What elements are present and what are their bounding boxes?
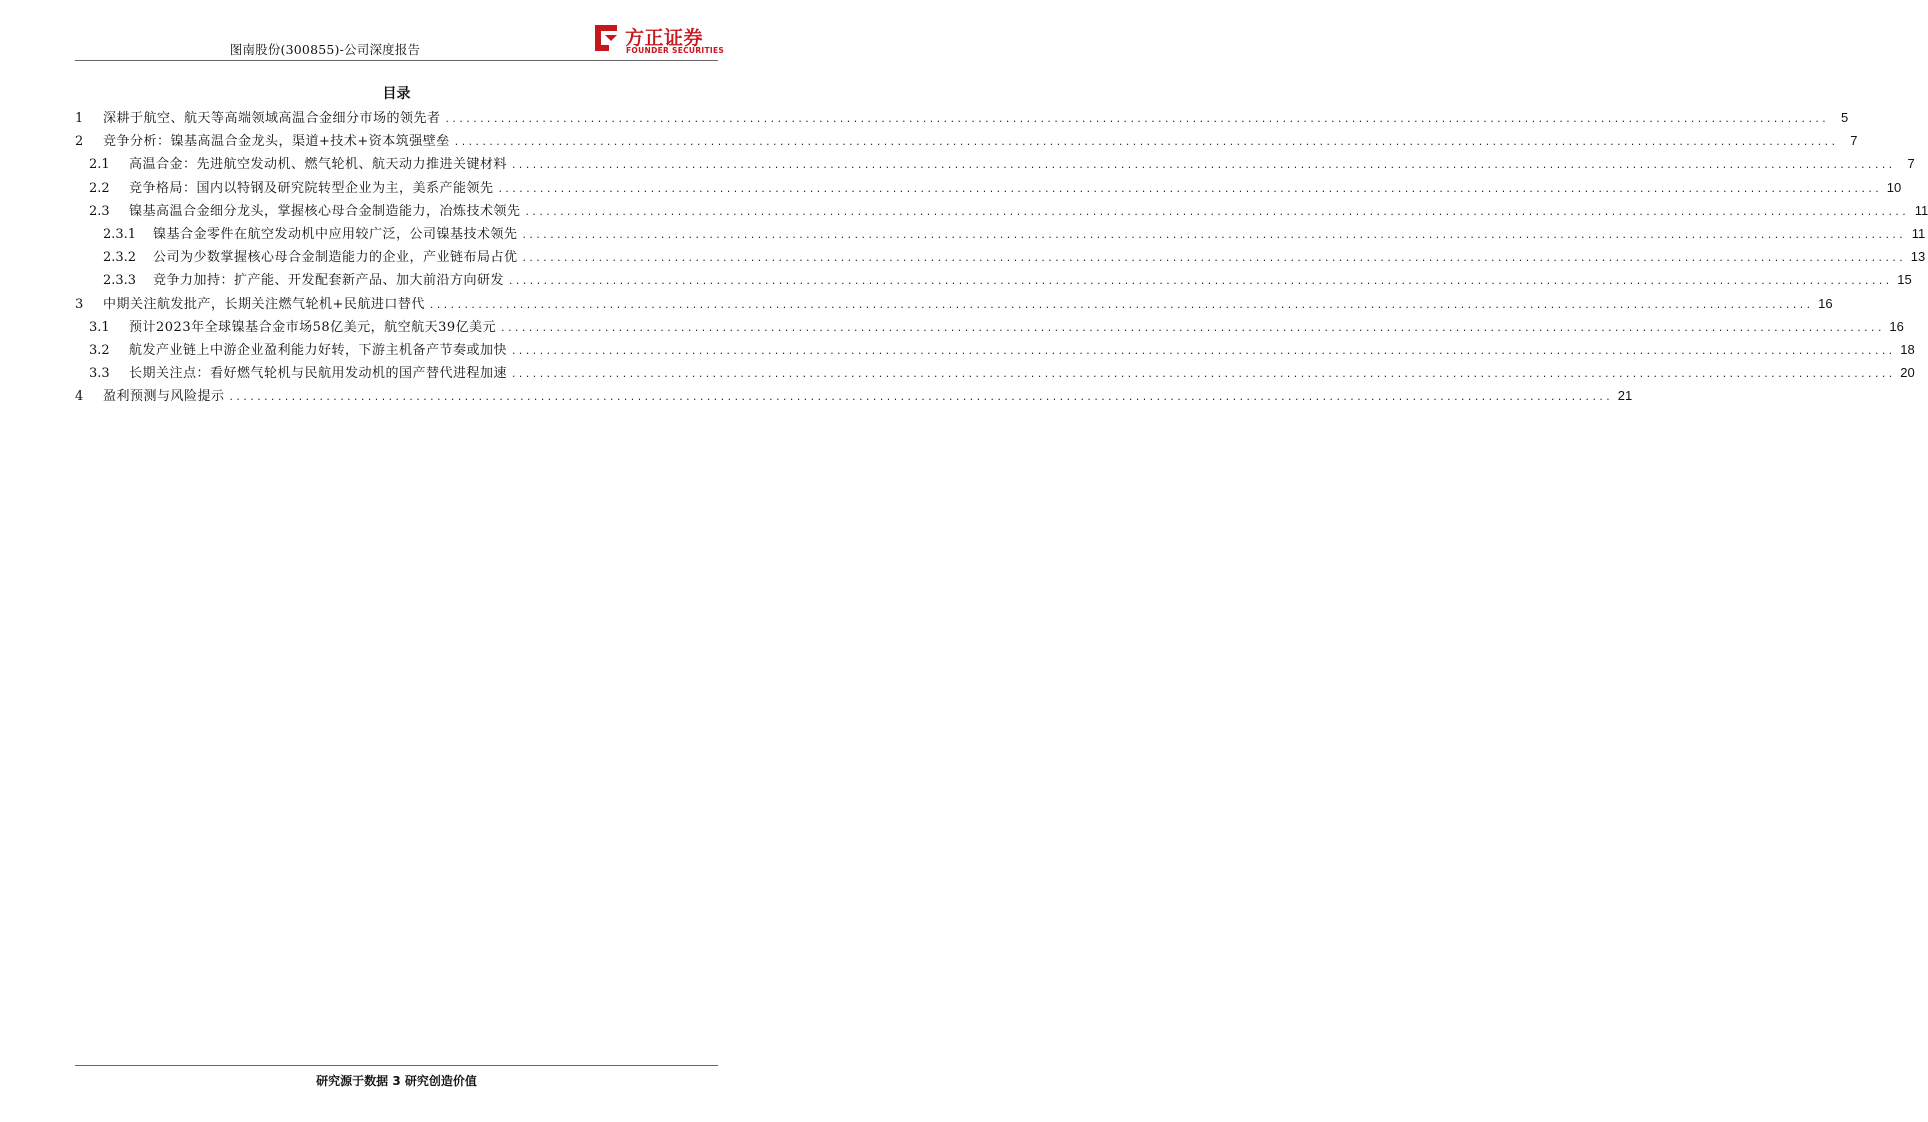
toc-entry-page[interactable]: 21 [1617,388,1633,404]
toc-entry-number: 1 [75,111,84,126]
toc-entry-page[interactable]: 16 [1889,318,1904,334]
toc-entry-title[interactable]: 高温合金：先进航空发动机、燃气轮机、航天动力推进关键材料 [129,157,508,173]
toc-entry-page[interactable]: 11 [1911,225,1926,241]
toc-entry-number: 4 [75,389,84,405]
toc-leader-dots: ........................................................................................................................................................................................................ [444,115,1829,125]
toc-leader-dots: ........................................................................................................................................................................................................ [524,207,1909,218]
toc-entry-page[interactable]: 5 [1840,110,1849,125]
toc-entry-number: 2.1 [89,157,110,173]
toc-entry-title[interactable]: 预计2023年全球镍基合金市场58亿美元，航空航天39亿美元 [129,319,497,335]
toc-entry-page[interactable]: 20 [1900,365,1915,381]
toc-entry-number: 3.2 [89,342,110,358]
toc-leader-dots: ........................................................................................................................................................................................................ [521,230,1906,241]
toc-entry-2-3[interactable] [75,199,1928,222]
toc-entry-page[interactable]: 7 [1907,156,1915,172]
toc-entry-2-3-2[interactable] [75,245,1926,268]
logo-chinese-name: 方正证券 [625,27,704,49]
footer-divider [75,1065,718,1066]
page-header [75,0,725,64]
toc-entry-number: 2 [75,134,84,150]
toc-entry-page[interactable]: 18 [1900,341,1915,357]
founder-securities-logo [591,22,731,56]
toc-entry-title[interactable]: 中期关注航发批产，长期关注燃气轮机+民航进口替代 [103,296,425,312]
toc-entry-page[interactable]: 11 [1914,202,1928,218]
toc-entry-title[interactable]: 航发产业链上中游企业盈利能力好转，下游主机备产节奏或加快 [129,342,508,358]
toc-leader-dots: ........................................................................................................................................................................................................ [453,138,1838,149]
toc-entry-title[interactable]: 深耕于航空、航天等高端领域高温合金细分市场的领先者 [103,111,441,126]
header-title: 图南股份(300855)-公司深度报告 [229,42,421,57]
toc-entry-page[interactable]: 7 [1850,133,1858,149]
toc-entry-title[interactable]: 公司为少数掌握核心母合金制造能力的企业，产业链布局占优 [153,250,518,266]
logo-english-name: FOUNDER SECURITIES [626,46,725,55]
toc-entry-3-2[interactable] [75,338,1915,361]
toc-entry-number: 2.3 [89,203,110,219]
founder-logo-icon [591,22,621,54]
toc-leader-dots: ........................................................................................................................................................................................................ [521,254,1906,265]
toc-leader-dots: ........................................................................................................................................................................................................ [228,393,1613,404]
toc-leader-dots: ........................................................................................................................................................................................................ [511,346,1895,357]
toc-entry-page[interactable]: 13 [1910,249,1926,265]
toc-leader-dots: ........................................................................................................................................................................................................ [508,277,1892,288]
toc-entry-page[interactable]: 10 [1886,179,1902,195]
toc-entry-title[interactable]: 竞争力加持：扩产能、开发配套新产品、加大前沿方向研发 [153,273,505,289]
footer-slogan: 研究源于数据 3 研究创造价值 [316,1074,477,1088]
toc-entry-title[interactable]: 竞争分析：镍基高温合金龙头，渠道+技术+资本筑强壁垒 [103,134,450,150]
toc-entry-page[interactable]: 16 [1818,295,1833,311]
toc-entry-1[interactable] [75,106,1849,129]
header-divider [75,60,718,61]
toc-entry-3[interactable] [75,292,1833,315]
toc-entry-number: 2.3.1 [103,226,137,242]
toc-title: 目录 [382,86,411,102]
toc-entry-page[interactable]: 15 [1897,272,1912,288]
toc-entry-title[interactable]: 竞争格局：国内以特钢及研究院转型企业为主，美系产能领先 [129,180,494,196]
toc-entry-title[interactable]: 镍基高温合金细分龙头，掌握核心母合金制造能力，冶炼技术领先 [129,203,521,219]
toc-entry-number: 3 [75,296,84,312]
toc-entry-number: 2.2 [89,180,110,196]
toc-entry-title[interactable]: 盈利预测与风险提示 [103,389,225,405]
table-of-contents [75,106,1928,407]
toc-leader-dots: ........................................................................................................................................................................................................ [500,323,1884,334]
toc-entry-3-3[interactable] [75,361,1915,384]
toc-entry-3-1[interactable] [75,315,1904,338]
toc-entry-title[interactable]: 镍基合金零件在航空发动机中应用较广泛，公司镍基技术领先 [153,226,518,242]
toc-leader-dots: ........................................................................................................................................................................................................ [511,161,1895,172]
toc-entry-number: 3.1 [89,319,110,335]
toc-leader-dots: ........................................................................................................................................................................................................ [497,184,1882,195]
toc-entry-2[interactable] [75,129,1858,152]
toc-entry-2-2[interactable] [75,176,1902,199]
toc-entry-4[interactable] [75,384,1633,407]
toc-entry-2-3-1[interactable] [75,222,1926,245]
toc-entry-number: 2.3.3 [103,273,137,289]
toc-entry-number: 2.3.2 [103,250,137,266]
toc-leader-dots: ........................................................................................................................................................................................................ [511,370,1895,381]
toc-leader-dots: ........................................................................................................................................................................................................ [428,300,1813,311]
toc-entry-number: 3.3 [89,366,110,382]
toc-entry-title[interactable]: 长期关注点：看好燃气轮机与民航用发动机的国产替代进程加速 [129,366,508,382]
toc-entry-2-1[interactable] [75,152,1915,175]
toc-entry-2-3-3[interactable] [75,268,1912,291]
